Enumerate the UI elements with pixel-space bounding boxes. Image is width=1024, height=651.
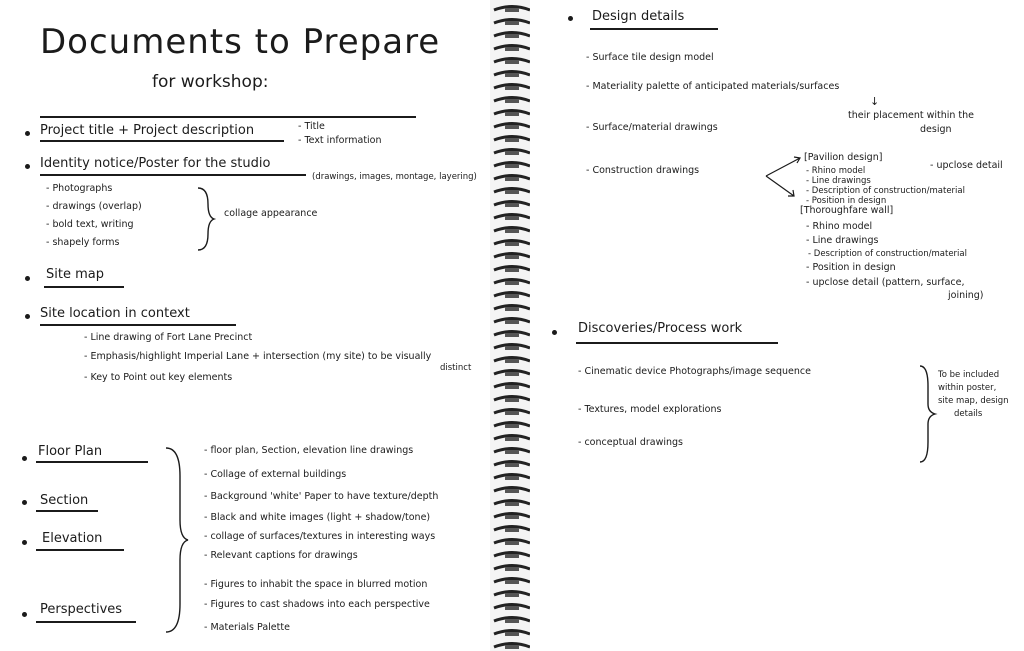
- spiral-hole: [505, 593, 519, 597]
- list-item: - shapely forms: [46, 237, 120, 248]
- thoroughfare-wall-label: [Thoroughfare wall]: [800, 205, 894, 216]
- list-item: - Surface/material drawings: [586, 122, 718, 133]
- spiral-hole: [505, 216, 519, 220]
- list-item: - drawings (overlap): [46, 201, 142, 212]
- thoroughfare-item: - Line drawings: [806, 235, 879, 246]
- heading-underline: [44, 286, 124, 288]
- list-item: - Photographs: [46, 183, 113, 194]
- list-item: - Relevant captions for drawings: [204, 550, 358, 561]
- pavilion-item: - Line drawings: [806, 176, 871, 186]
- down-arrow-icon: ↓: [870, 95, 880, 108]
- left-notebook-page: [0, 0, 496, 651]
- spiral-hole: [505, 515, 519, 519]
- spiral-hole: [505, 580, 519, 584]
- discoveries-note: details: [954, 409, 983, 419]
- spiral-hole: [505, 398, 519, 402]
- list-item: - Textures, model explorations: [578, 404, 722, 415]
- list-item: - Black and white images (light + shadow/tone): [204, 512, 431, 523]
- site-map-heading: Site map: [46, 267, 104, 282]
- spiral-hole: [505, 476, 519, 480]
- list-item: - Line drawing of Fort Lane Precinct: [84, 332, 253, 343]
- project-note: - Title: [298, 121, 325, 132]
- list-item: - collage of surfaces/textures in interesting ways: [204, 531, 436, 542]
- bullet: [25, 164, 30, 169]
- spiral-hole: [505, 385, 519, 389]
- spiral-hole: [505, 541, 519, 545]
- pavilion-design-label: [Pavilion design]: [804, 152, 883, 163]
- bullet: [25, 276, 30, 281]
- list-item: - Background 'white' Paper to have texture/depth: [204, 491, 439, 502]
- thoroughfare-item: - Rhino model: [806, 221, 873, 232]
- heading-underline: [36, 549, 124, 551]
- bullet: [22, 500, 27, 505]
- placement-note: their placement within the: [848, 110, 975, 121]
- list-item: - Key to Point out key elements: [84, 372, 233, 383]
- spiral-hole: [505, 333, 519, 337]
- spiral-hole: [505, 463, 519, 467]
- thoroughfare-item: - upclose detail (pattern, surface,: [806, 277, 965, 288]
- spiral-hole: [505, 645, 519, 649]
- spiral-hole: [505, 203, 519, 207]
- heading-underline: [590, 28, 718, 30]
- spiral-hole: [505, 307, 519, 311]
- spiral-hole: [505, 190, 519, 194]
- list-item: - Figures to cast shadows into each perspective: [204, 599, 430, 610]
- spiral-binding: [490, 0, 534, 651]
- pavilion-item: - Description of construction/material: [806, 186, 965, 196]
- list-item: - Cinematic device Photographs/image sequence: [578, 366, 811, 377]
- heading-underline: [576, 342, 778, 344]
- pavilion-item: - Position in design: [806, 196, 887, 206]
- curly-brace: [918, 364, 938, 464]
- spiral-hole: [505, 125, 519, 129]
- page-subtitle: for workshop:: [152, 72, 269, 92]
- discoveries-note: within poster,: [938, 383, 997, 393]
- page-title: Documents to Prepare: [40, 22, 441, 62]
- discoveries-note: To be included: [938, 370, 1000, 380]
- spiral-hole: [505, 177, 519, 181]
- right-notebook-page: [530, 0, 1024, 651]
- branch-arrows: [764, 154, 804, 200]
- list-item-continuation: distinct: [440, 363, 472, 373]
- bullet: [552, 330, 557, 335]
- spiral-hole: [505, 567, 519, 571]
- heading-underline: [40, 174, 306, 176]
- perspectives-heading: Perspectives: [40, 602, 123, 617]
- spiral-hole: [505, 372, 519, 376]
- spiral-hole: [505, 359, 519, 363]
- list-item: - Figures to inhabit the space in blurred motion: [204, 579, 428, 590]
- list-item: - Materiality palette of anticipated materials/surfaces: [586, 81, 840, 92]
- thoroughfare-item-continuation: joining): [948, 290, 984, 301]
- spiral-hole: [505, 268, 519, 272]
- spiral-hole: [505, 502, 519, 506]
- spiral-hole: [505, 164, 519, 168]
- list-item: - Collage of external buildings: [204, 469, 347, 480]
- spiral-hole: [505, 554, 519, 558]
- spiral-hole: [505, 229, 519, 233]
- spiral-hole: [505, 112, 519, 116]
- list-item: - conceptual drawings: [578, 437, 683, 448]
- bullet: [25, 131, 30, 136]
- list-item: - Materials Palette: [204, 622, 290, 633]
- elevation-heading: Elevation: [42, 531, 103, 546]
- heading-underline: [36, 461, 148, 463]
- project-note: - Text information: [298, 135, 382, 146]
- identity-note: (drawings, images, montage, layering): [312, 172, 477, 182]
- project-title-heading: Project title + Project description: [40, 123, 255, 138]
- spiral-hole: [505, 8, 519, 12]
- section-heading: Section: [40, 493, 89, 508]
- bullet: [25, 314, 30, 319]
- spiral-hole: [505, 320, 519, 324]
- thoroughfare-item: - Description of construction/material: [808, 249, 967, 259]
- spiral-hole: [505, 47, 519, 51]
- spiral-hole: [505, 450, 519, 454]
- list-item: - Construction drawings: [586, 165, 700, 176]
- floor-plan-heading: Floor Plan: [38, 444, 103, 459]
- spiral-hole: [505, 437, 519, 441]
- discoveries-heading: Discoveries/Process work: [578, 321, 743, 336]
- upclose-detail-note: - upclose detail: [930, 160, 1003, 171]
- curly-brace: [164, 446, 190, 634]
- spiral-hole: [505, 21, 519, 25]
- spiral-hole: [505, 86, 519, 90]
- spiral-hole: [505, 73, 519, 77]
- pavilion-item: - Rhino model: [806, 166, 866, 176]
- spiral-hole: [505, 255, 519, 259]
- brace-note: collage appearance: [224, 208, 318, 219]
- spiral-hole: [505, 606, 519, 610]
- spiral-hole: [505, 151, 519, 155]
- site-location-heading: Site location in context: [40, 306, 190, 321]
- spiral-hole: [505, 99, 519, 103]
- spiral-hole: [505, 34, 519, 38]
- discoveries-note: site map, design: [938, 396, 1009, 406]
- spiral-hole: [505, 242, 519, 246]
- heading-underline: [36, 621, 136, 623]
- heading-underline: [40, 140, 284, 142]
- spiral-hole: [505, 138, 519, 142]
- spiral-hole: [505, 489, 519, 493]
- list-item: - bold text, writing: [46, 219, 134, 230]
- spiral-hole: [505, 632, 519, 636]
- placement-note: design: [920, 124, 952, 135]
- bullet: [22, 456, 27, 461]
- spiral-hole: [505, 346, 519, 350]
- list-item: - Emphasis/highlight Imperial Lane + intersection (my site) to be visually: [84, 351, 432, 362]
- spiral-hole: [505, 294, 519, 298]
- heading-underline: [36, 510, 98, 512]
- bullet: [22, 540, 27, 545]
- design-details-heading: Design details: [592, 9, 685, 24]
- spiral-hole: [505, 619, 519, 623]
- heading-underline: [40, 324, 236, 326]
- spiral-hole: [505, 281, 519, 285]
- spiral-hole: [505, 60, 519, 64]
- bullet: [568, 16, 573, 21]
- identity-heading: Identity notice/Poster for the studio: [40, 156, 271, 171]
- thoroughfare-item: - Position in design: [806, 262, 896, 273]
- list-item: - Surface tile design model: [586, 52, 714, 63]
- title-divider: [40, 116, 416, 118]
- list-item: - floor plan, Section, elevation line drawings: [204, 445, 414, 456]
- curly-brace: [196, 186, 216, 252]
- spiral-hole: [505, 424, 519, 428]
- spiral-hole: [505, 528, 519, 532]
- spiral-hole: [505, 411, 519, 415]
- bullet: [22, 612, 27, 617]
